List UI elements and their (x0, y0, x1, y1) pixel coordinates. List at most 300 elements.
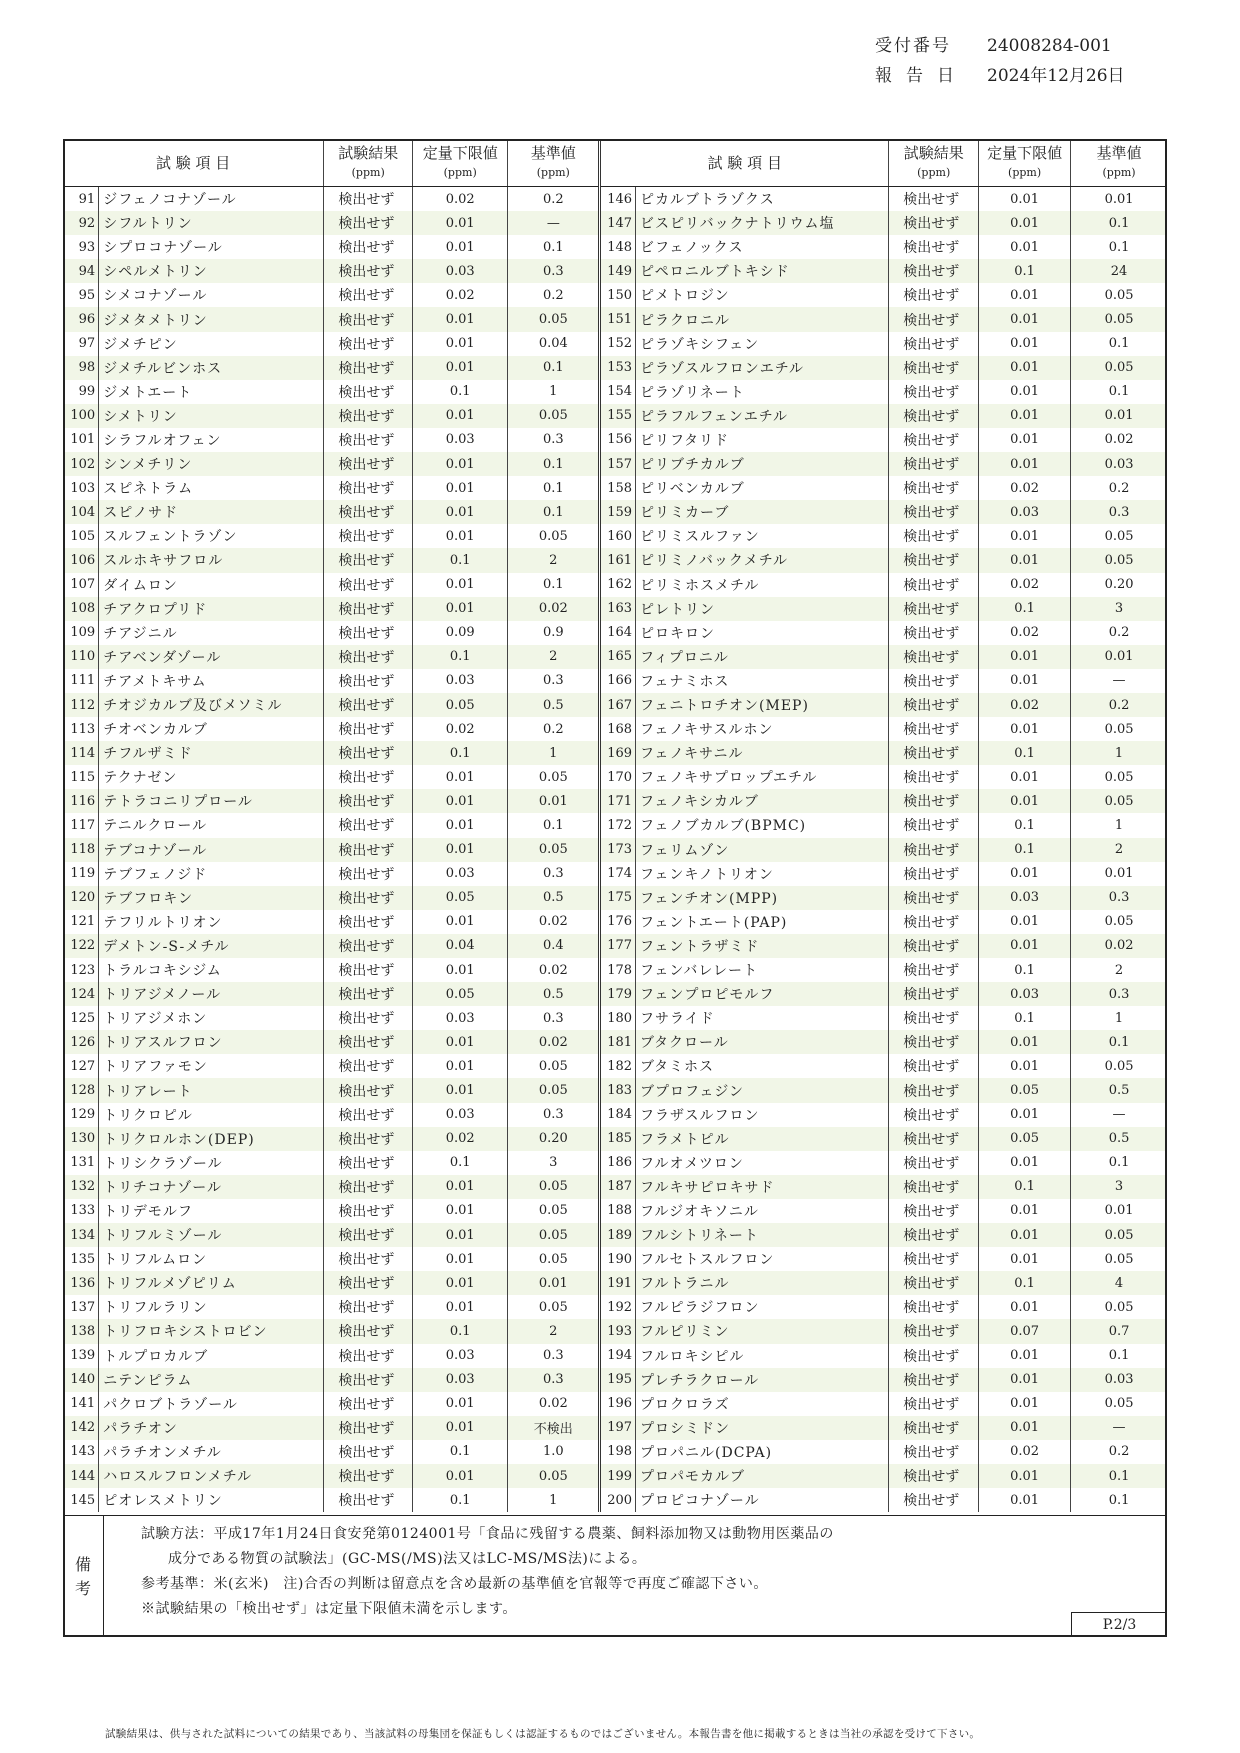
item-name: トリアジメノール (99, 982, 324, 1006)
row-number: 198 (600, 1440, 636, 1464)
item-name: ブプロフェジン (636, 1078, 889, 1102)
row-number: 92 (63, 211, 99, 235)
test-result: 検出せず (324, 958, 413, 982)
test-result: 検出せず (324, 500, 413, 524)
test-result: 検出せず (324, 1392, 413, 1416)
item-name: トルプロカルブ (99, 1344, 324, 1368)
loq-value: 0.03 (413, 862, 508, 886)
row-number: 126 (63, 1030, 99, 1054)
header-loq: 定量下限値 (ppm) (413, 139, 508, 187)
loq-value: 0.01 (979, 404, 1071, 428)
standard-value: 0.05 (1104, 769, 1134, 785)
item-name: シンメチリン (99, 452, 324, 476)
standard-value: 0.3 (508, 428, 600, 452)
standard-value: 0.05 (508, 1054, 600, 1078)
header-item: 試 験 項 目 (63, 139, 324, 187)
loq-value: 0.01 (413, 1223, 508, 1247)
test-result: 検出せず (324, 1127, 413, 1151)
loq-value: 0.01 (413, 452, 508, 476)
row-number: 152 (600, 332, 636, 356)
item-name: ビスピリバックナトリウム塩 (636, 211, 889, 235)
row-number: 94 (63, 259, 99, 283)
item-name: フェンプロピモルフ (636, 982, 889, 1006)
test-result: 検出せず (324, 187, 413, 212)
test-result: 検出せず (324, 669, 413, 693)
test-result: 検出せず (889, 597, 979, 621)
loq-value: 0.01 (979, 1247, 1071, 1271)
remarks-label: 備 考 (63, 1516, 104, 1637)
test-result: 検出せず (324, 548, 413, 572)
standard-value: 2 (508, 645, 600, 669)
test-result: 検出せず (889, 669, 979, 693)
standard-value: 0.1 (508, 452, 600, 476)
loq-value: 0.01 (979, 283, 1071, 307)
test-result: 検出せず (889, 1368, 979, 1392)
loq-value: 0.02 (413, 283, 508, 307)
item-name: テブフロキン (99, 886, 324, 910)
item-name: フェノブカルブ(BPMC) (636, 813, 889, 837)
item-name: パクロブトラゾール (99, 1392, 324, 1416)
item-name: ピリミホスメチル (636, 573, 889, 597)
item-name: ピロキロン (636, 621, 889, 645)
report-date: 2024年12月26日 (987, 66, 1125, 86)
loq-value: 0.1 (413, 380, 508, 404)
item-name: シメトリン (99, 404, 324, 428)
loq-value: 0.1 (413, 1319, 508, 1343)
test-result: 検出せず (889, 332, 979, 356)
loq-value: 0.01 (979, 934, 1071, 958)
remarks-box (63, 1515, 1167, 1637)
loq-value: 0.1 (413, 1488, 508, 1512)
item-name: ピカルブトラゾクス (636, 187, 889, 212)
test-result: 検出せず (889, 838, 979, 862)
row-number: 199 (600, 1464, 636, 1488)
page-number: P.2/3 (1071, 1612, 1167, 1637)
loq-value: 0.01 (979, 1054, 1071, 1078)
loq-value: 0.07 (979, 1319, 1071, 1343)
row-number: 91 (63, 187, 99, 212)
row-number: 149 (600, 259, 636, 283)
standard-value: 3 (508, 1151, 600, 1175)
item-name: フェンキノトリオン (636, 862, 889, 886)
test-result: 検出せず (889, 1464, 979, 1488)
item-name: ピリブチカルブ (636, 452, 889, 476)
item-name: ピオレスメトリン (99, 1488, 324, 1512)
item-name: トラルコキシジム (99, 958, 324, 982)
row-number: 108 (63, 597, 99, 621)
loq-value: 0.01 (413, 958, 508, 982)
row-number: 162 (600, 573, 636, 597)
standard-value: 0.01 (1071, 404, 1167, 428)
table-row (63, 958, 1167, 982)
standard-value: 0.01 (508, 789, 600, 813)
standard-value: 0.02 (508, 597, 600, 621)
row-number: 113 (63, 717, 99, 741)
table-row (63, 862, 1167, 886)
item-name: チオベンカルブ (99, 717, 324, 741)
row-number: 133 (63, 1199, 99, 1223)
row-number: 103 (63, 476, 99, 500)
row-number: 135 (63, 1247, 99, 1271)
item-name: パラチオン (99, 1416, 324, 1440)
item-name: トリアジメホン (99, 1006, 324, 1030)
test-result: 検出せず (889, 1054, 979, 1078)
table-row (63, 524, 1167, 548)
row-number: 130 (63, 1127, 99, 1151)
standard-value: 0.3 (1071, 886, 1167, 910)
loq-value: 0.05 (979, 1127, 1071, 1151)
standard-value: 0.05 (508, 1464, 600, 1488)
table-row (63, 1295, 1167, 1319)
test-result: 検出せず (889, 356, 979, 380)
standard-value: 0.05 (1104, 287, 1134, 303)
standard-value: 0.1 (508, 235, 600, 259)
row-number: 179 (600, 982, 636, 1006)
loq-value: 0.01 (413, 1078, 508, 1102)
standard-value: 0.05 (508, 1078, 600, 1102)
standard-value: — (508, 211, 600, 235)
test-result: 検出せず (889, 1175, 979, 1199)
item-name: ピラゾリネート (636, 380, 889, 404)
item-name: フルシトリネート (636, 1223, 889, 1247)
row-number: 144 (63, 1464, 99, 1488)
standard-value: 0.1 (508, 476, 600, 500)
table-row (63, 1175, 1167, 1199)
test-result: 検出せず (889, 862, 979, 886)
standard-value: 0.2 (1108, 1444, 1130, 1460)
row-number: 128 (63, 1078, 99, 1102)
test-result: 検出せず (324, 452, 413, 476)
table-row (63, 838, 1167, 862)
standard-value: 0.1 (1108, 384, 1130, 400)
loq-value: 0.01 (979, 1392, 1071, 1416)
standard-value: 0.1 (508, 356, 600, 380)
loq-value: 0.01 (979, 1223, 1071, 1247)
item-name: トリアファモン (99, 1054, 324, 1078)
item-name: デメトン-S-メチル (99, 934, 324, 958)
loq-value: 0.01 (979, 1416, 1071, 1440)
standard-value: 0.05 (508, 765, 600, 789)
row-number: 161 (600, 548, 636, 572)
table-row (63, 259, 1167, 283)
standard-value: 0.02 (508, 1030, 600, 1054)
test-result: 検出せず (889, 211, 979, 235)
row-number: 115 (63, 765, 99, 789)
row-number: 137 (63, 1295, 99, 1319)
row-number: 140 (63, 1368, 99, 1392)
results-table (63, 139, 1167, 1512)
table-row (63, 1030, 1167, 1054)
test-result: 検出せず (324, 380, 413, 404)
test-result: 検出せず (889, 1127, 979, 1151)
loq-value: 0.03 (413, 1006, 508, 1030)
test-result: 検出せず (324, 307, 413, 331)
standard-value: 0.2 (1108, 480, 1130, 496)
test-result: 検出せず (324, 934, 413, 958)
header-result: 試験結果 (ppm) (889, 139, 979, 187)
row-number: 164 (600, 621, 636, 645)
test-result: 検出せず (889, 1392, 979, 1416)
item-name: テクナゼン (99, 765, 324, 789)
loq-value: 0.01 (413, 356, 508, 380)
row-number: 167 (600, 693, 636, 717)
standard-value: 0.2 (1108, 625, 1130, 641)
loq-value: 0.02 (979, 1440, 1071, 1464)
row-number: 132 (63, 1175, 99, 1199)
row-number: 151 (600, 307, 636, 331)
test-result: 検出せず (324, 862, 413, 886)
loq-value: 0.1 (413, 1151, 508, 1175)
item-name: シペルメトリン (99, 259, 324, 283)
item-name: プロクロラズ (636, 1392, 889, 1416)
test-result: 検出せず (889, 259, 979, 283)
loq-value: 0.01 (979, 1103, 1071, 1127)
report-header (875, 31, 1125, 91)
test-result: 検出せず (889, 958, 979, 982)
item-name: トリアレート (99, 1078, 324, 1102)
standard-value: 0.1 (508, 573, 600, 597)
table-row (63, 886, 1167, 910)
item-name: スピノサド (99, 500, 324, 524)
test-result: 検出せず (889, 789, 979, 813)
item-name: ピラゾキシフェン (636, 332, 889, 356)
loq-value: 0.01 (979, 428, 1071, 452)
item-name: ジメチピン (99, 332, 324, 356)
loq-value: 0.01 (979, 187, 1071, 212)
standard-value: 0.7 (1071, 1319, 1167, 1343)
test-result: 検出せず (324, 886, 413, 910)
item-name: ジメチルビンホス (99, 356, 324, 380)
standard-value: 2 (1114, 962, 1124, 978)
standard-value: 0.01 (1104, 191, 1134, 207)
row-number: 196 (600, 1392, 636, 1416)
loq-value: 0.02 (413, 187, 508, 212)
item-name: フサライド (636, 1006, 889, 1030)
loq-value: 0.01 (413, 1247, 508, 1271)
table-row (63, 283, 1167, 307)
row-number: 183 (600, 1078, 636, 1102)
test-result: 検出せず (889, 235, 979, 259)
loq-value: 0.01 (413, 910, 508, 934)
item-name: チオジカルブ及びメソミル (99, 693, 324, 717)
row-number: 118 (63, 838, 99, 862)
loq-value: 0.01 (979, 1295, 1071, 1319)
table-row (63, 573, 1167, 597)
standard-value: 3 (1071, 597, 1167, 621)
test-result: 検出せず (889, 1488, 979, 1512)
standard-value: 0.20 (508, 1127, 600, 1151)
table-row (63, 982, 1167, 1006)
row-number: 163 (600, 597, 636, 621)
item-name: シプロコナゾール (99, 235, 324, 259)
item-name: ピペロニルブトキシド (636, 259, 889, 283)
item-name: トリフルメゾピリム (99, 1271, 324, 1295)
row-number: 186 (600, 1151, 636, 1175)
standard-value: 1.0 (508, 1440, 600, 1464)
table-row (63, 1127, 1167, 1151)
item-name: トリシクラゾール (99, 1151, 324, 1175)
standard-value: — (1112, 1107, 1126, 1123)
loq-value: 0.1 (413, 548, 508, 572)
row-number: 156 (600, 428, 636, 452)
standard-value: 0.05 (508, 404, 600, 428)
test-result: 検出せず (889, 886, 979, 910)
test-result: 検出せず (889, 1319, 979, 1343)
test-result: 検出せず (889, 1199, 979, 1223)
row-number: 184 (600, 1103, 636, 1127)
test-result: 検出せず (889, 452, 979, 476)
test-result: 検出せず (889, 1295, 979, 1319)
loq-value: 0.01 (413, 332, 508, 356)
loq-value: 0.05 (413, 886, 508, 910)
loq-value: 0.01 (413, 1054, 508, 1078)
footer-disclaimer: 試験結果は、供与された試料についての結果であり、当該試料の母集団を保証もしくは認証するものではございません。本報告書を他に掲載するときは当社の承認を受けて下さい。 (105, 1728, 981, 1740)
item-name: テブフェノジド (99, 862, 324, 886)
item-name: プロパモカルブ (636, 1464, 889, 1488)
test-result: 検出せず (324, 1030, 413, 1054)
test-result: 検出せず (324, 597, 413, 621)
loq-value: 0.01 (979, 910, 1071, 934)
row-number: 147 (600, 211, 636, 235)
item-name: フェンバレレート (636, 958, 889, 982)
standard-value: 0.03 (1071, 452, 1167, 476)
row-number: 136 (63, 1271, 99, 1295)
standard-value: 0.2 (508, 187, 600, 212)
standard-value: 0.3 (508, 1006, 600, 1030)
loq-value: 0.1 (979, 958, 1071, 982)
loq-value: 0.1 (413, 741, 508, 765)
item-name: プレチラクロール (636, 1368, 889, 1392)
loq-value: 0.03 (413, 428, 508, 452)
item-name: フルトラニル (636, 1271, 889, 1295)
test-result: 検出せず (889, 404, 979, 428)
loq-value: 0.01 (413, 1175, 508, 1199)
loq-value: 0.02 (979, 621, 1071, 645)
loq-value: 0.01 (413, 1295, 508, 1319)
row-number: 145 (63, 1488, 99, 1512)
table-row (63, 1319, 1167, 1343)
standard-value: 4 (1071, 1271, 1167, 1295)
table-row (63, 452, 1167, 476)
item-name: フェノキサプロップエチル (636, 765, 889, 789)
item-name: トリフロキシストロビン (99, 1319, 324, 1343)
standard-value: 0.1 (1108, 336, 1130, 352)
loq-value: 0.01 (413, 1271, 508, 1295)
test-result: 検出せず (324, 1054, 413, 1078)
test-result: 検出せず (889, 573, 979, 597)
table-row (63, 1223, 1167, 1247)
standard-value: 24 (1071, 259, 1167, 283)
standard-value: 0.01 (508, 1271, 600, 1295)
table-row (63, 500, 1167, 524)
standard-value: 0.05 (1104, 914, 1134, 930)
loq-value: 0.09 (413, 621, 508, 645)
standard-value: 0.9 (508, 621, 600, 645)
standard-value: 不検出 (508, 1416, 600, 1440)
standard-value: 0.3 (508, 862, 600, 886)
row-number: 189 (600, 1223, 636, 1247)
standard-value: — (1071, 1416, 1167, 1440)
loq-value: 0.01 (413, 765, 508, 789)
table-row (63, 1464, 1167, 1488)
item-name: ピリミスルファン (636, 524, 889, 548)
standard-value: 0.01 (1071, 645, 1167, 669)
test-result: 検出せず (889, 1151, 979, 1175)
item-name: フラメトピル (636, 1127, 889, 1151)
item-name: プロパニル(DCPA) (636, 1440, 889, 1464)
standard-value: 0.3 (508, 1368, 600, 1392)
row-number: 125 (63, 1006, 99, 1030)
item-name: フェリムゾン (636, 838, 889, 862)
reference-standard-line: 参考基準：米(玄米) 注)合否の判断は留意点を含め最新の基準値を官報等で再度ご確認下さい。 (141, 1576, 768, 1592)
table-row (63, 717, 1167, 741)
test-result: 検出せず (889, 500, 979, 524)
loq-value: 0.03 (979, 500, 1071, 524)
item-name: チアベンダゾール (99, 645, 324, 669)
row-number: 170 (600, 765, 636, 789)
item-name: ジメタメトリン (99, 307, 324, 331)
row-number: 191 (600, 1271, 636, 1295)
table-row (63, 621, 1167, 645)
test-result: 検出せず (889, 934, 979, 958)
loq-value: 0.01 (979, 669, 1071, 693)
item-name: チアクロプリド (99, 597, 324, 621)
row-number: 95 (63, 283, 99, 307)
loq-value: 0.01 (979, 1464, 1071, 1488)
table-row (63, 1006, 1167, 1030)
row-number: 142 (63, 1416, 99, 1440)
loq-value: 0.01 (413, 789, 508, 813)
item-name: ブタミホス (636, 1054, 889, 1078)
row-number: 193 (600, 1319, 636, 1343)
loq-value: 0.01 (979, 717, 1071, 741)
loq-value: 0.01 (413, 573, 508, 597)
standard-value: 2 (508, 548, 600, 572)
standard-value: 0.05 (1104, 721, 1134, 737)
test-result: 検出せず (889, 1006, 979, 1030)
table-row (63, 597, 1167, 621)
loq-value: 0.03 (413, 1344, 508, 1368)
row-number: 172 (600, 813, 636, 837)
row-number: 99 (63, 380, 99, 404)
loq-value: 0.02 (979, 693, 1071, 717)
receipt-number: 24008284-001 (987, 36, 1112, 56)
test-result: 検出せず (889, 1440, 979, 1464)
loq-value: 0.05 (413, 693, 508, 717)
item-name: フェノキシカルブ (636, 789, 889, 813)
item-name: チアジニル (99, 621, 324, 645)
standard-value: 0.05 (508, 524, 600, 548)
standard-value: 0.05 (1071, 307, 1167, 331)
standard-value: 0.03 (1071, 1368, 1167, 1392)
row-number: 123 (63, 958, 99, 982)
test-result: 検出せず (889, 910, 979, 934)
test-result: 検出せず (324, 789, 413, 813)
test-result: 検出せず (324, 1006, 413, 1030)
item-name: フルキサピロキサド (636, 1175, 889, 1199)
test-result: 検出せず (324, 717, 413, 741)
standard-value: 0.3 (508, 259, 600, 283)
loq-value: 0.01 (979, 211, 1071, 235)
item-name: フェンチオン(MPP) (636, 886, 889, 910)
row-number: 93 (63, 235, 99, 259)
item-name: フラザスルフロン (636, 1103, 889, 1127)
loq-value: 0.01 (979, 380, 1071, 404)
test-result: 検出せず (889, 187, 979, 212)
test-result: 検出せず (324, 211, 413, 235)
standard-value: — (1112, 673, 1126, 689)
test-result: 検出せず (324, 1175, 413, 1199)
